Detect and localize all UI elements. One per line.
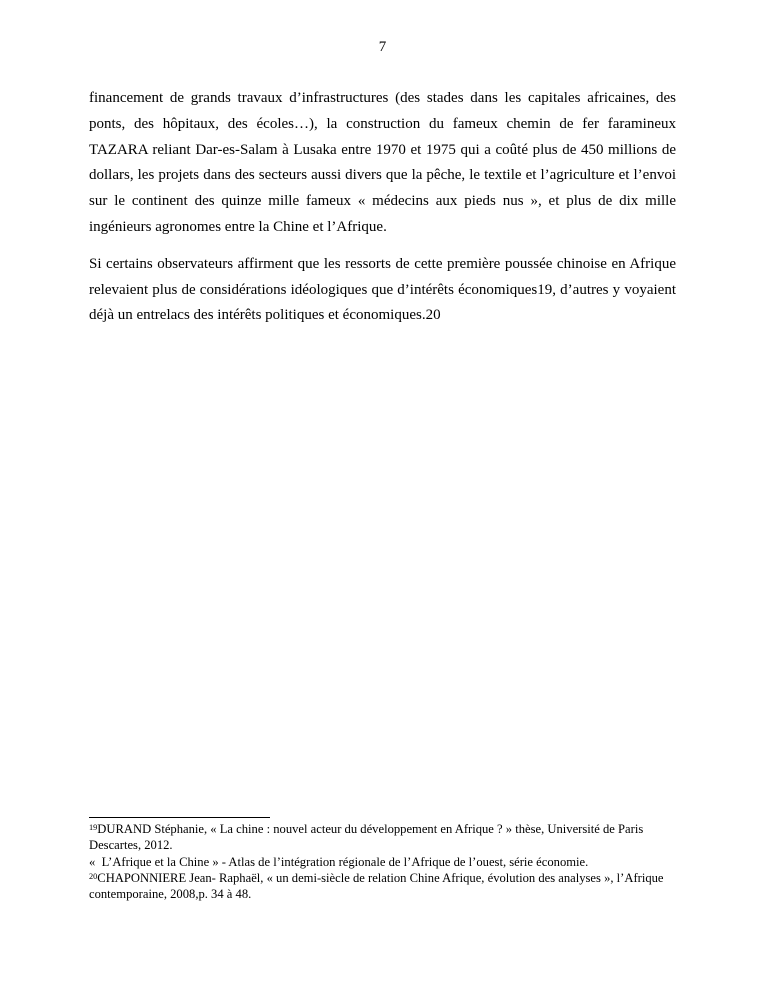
paragraph-2 (89, 252, 676, 329)
footnote-text: DURAND Stéphanie, « La chine : nouvel acteur du développement en Afrique ? » thèse, Université de Paris (97, 822, 644, 836)
body-line: dollars, les projets dans des secteurs aussi divers que la pêche, le textile et l’agriculture et l’envoi (89, 167, 676, 184)
paragraph-1 (89, 86, 676, 241)
body-line: financement de grands travaux d’infrastructures (des stades dans les capitales africaines, des (89, 90, 676, 106)
footnote-line: Descartes, 2012. (89, 838, 173, 853)
footnote-line: « L’Afrique et la Chine » - Atlas de l’intégration régionale de l’Afrique de l’ouest, série économie. (89, 854, 589, 869)
footnote-20 (89, 870, 689, 903)
footnote-line (89, 821, 689, 837)
footnote-divider (89, 817, 270, 818)
footnote-line: contemporaine, 2008,p. 34 à 48. (89, 887, 252, 902)
footnote-line (89, 870, 689, 886)
body-line: sur le continent des quinze mille fameux « médecins aux pieds nus », et plus de dix mille (89, 193, 676, 210)
body-line: ingénieurs agronomes entre la Chine et l’Afrique. (89, 218, 387, 235)
footnote-19 (89, 821, 689, 854)
body-line: TAZARA reliant Dar-es-Salam à Lusaka entre 1970 et 1975 qui a coûté plus de 450 millions de (89, 141, 676, 158)
footnote-text: CHAPONNIERE Jean- Raphaël, « un demi-siècle de relation Chine Afrique, évolution des analyses », l’Afrique (97, 870, 664, 885)
footnote-atlas (89, 854, 689, 870)
page-number: 7 (378, 39, 387, 55)
body-text (89, 86, 676, 329)
body-line: Si certains observateurs affirment que les ressorts de cette première poussée chinoise en Afrique (89, 255, 676, 272)
body-line: déjà un entrelacs des intérêts politiques et économiques.20 (89, 307, 441, 324)
footnote-marker: 19 (89, 822, 98, 832)
body-line: relevaient plus de considérations idéologiques que d’intérêts économiques19, d’autres y voyaient (89, 281, 676, 298)
footnote-marker: 20 (89, 871, 98, 881)
footnotes (89, 821, 689, 902)
body-line: ponts, des hôpitaux, des écoles…), la construction du fameux chemin de fer faramineux (89, 115, 676, 132)
